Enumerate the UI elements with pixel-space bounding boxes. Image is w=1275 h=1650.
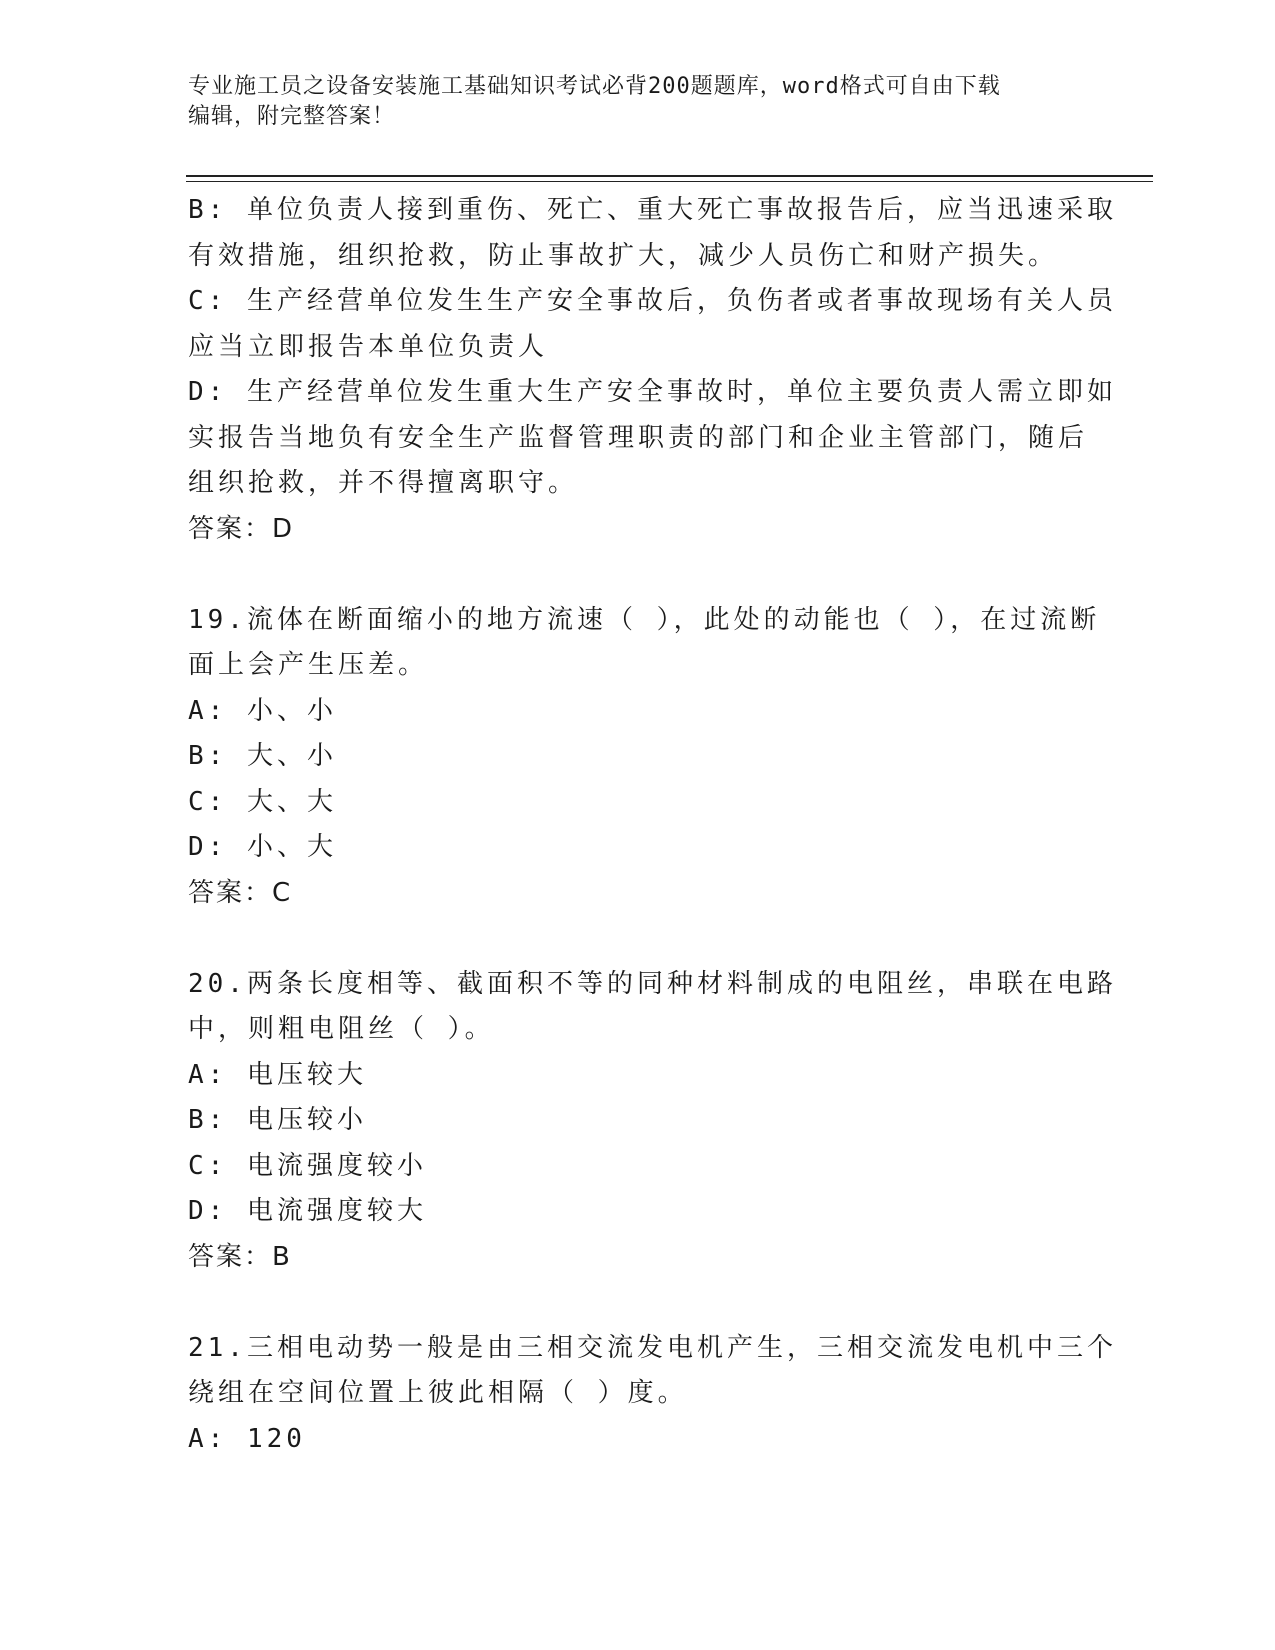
q19-question <box>188 598 1101 689</box>
text-line: D: 生产经营单位发生重大生产安全事故时，单位主要负责人需立即如 <box>188 377 1117 407</box>
q20-answer: 答案：B <box>188 1241 292 1272</box>
text-line: 中，则粗电阻丝（ ）。 <box>188 1014 495 1044</box>
header-line-1: 专业施工员之设备安装施工基础知识考试必背200题题库，word格式可自由下载 <box>188 74 1001 99</box>
q18-option-b <box>188 188 1117 279</box>
text-line: 实报告当地负有安全生产监督管理职责的部门和企业主管部门，随后 <box>188 422 1089 453</box>
header-line-2: 编辑，附完整答案！ <box>188 104 396 129</box>
text-line: 19.流体在断面缩小的地方流速（ ），此处的动能也（ ），在过流断 <box>188 604 1101 635</box>
q18-option-c <box>188 279 1117 370</box>
q19-option-d: D: 小、大 <box>188 832 337 862</box>
q21-option-a: A: 120 <box>188 1423 306 1454</box>
text-line: 绕组在空间位置上彼此相隔（ ）度。 <box>188 1378 688 1408</box>
q19-option-b: B: 大、小 <box>188 741 337 771</box>
q18-option-d <box>188 370 1117 507</box>
q20-option-d: D: 电流强度较大 <box>188 1196 427 1226</box>
q20-option-c: C: 电流强度较小 <box>188 1150 427 1181</box>
text-line: B: 单位负责人接到重伤、死亡、重大死亡事故报告后，应当迅速采取 <box>188 195 1117 225</box>
q20-option-b: B: 电压较小 <box>188 1105 367 1135</box>
q21-question <box>188 1326 1117 1417</box>
q19-option-a: A: 小、小 <box>188 695 337 726</box>
text-line: 20.两条长度相等、截面积不等的同种材料制成的电阻丝，串联在电路 <box>188 968 1117 999</box>
text-line: 面上会产生压差。 <box>188 650 429 680</box>
header-divider-thin <box>186 181 1153 182</box>
header-divider-thick <box>186 175 1153 177</box>
q19-option-c: C: 大、大 <box>188 786 337 817</box>
text-line: C: 生产经营单位发生生产安全事故后，负伤者或者事故现场有关人员 <box>188 286 1117 316</box>
text-line: 应当立即报告本单位负责人 <box>188 331 549 362</box>
q18-answer: 答案：D <box>188 513 295 544</box>
q20-question <box>188 962 1117 1053</box>
question-content <box>188 188 1117 1462</box>
text-line: 21.三相电动势一般是由三相交流发电机产生，三相交流发电机中三个 <box>188 1332 1117 1363</box>
q20-option-a: A: 电压较大 <box>188 1059 367 1090</box>
text-line: 有效措施，组织抢救，防止事故扩大，减少人员伤亡和财产损失。 <box>188 240 1059 271</box>
text-line: 组织抢救，并不得擅离职守。 <box>188 468 579 498</box>
page-header <box>188 72 1088 132</box>
q19-answer: 答案：C <box>188 877 293 908</box>
